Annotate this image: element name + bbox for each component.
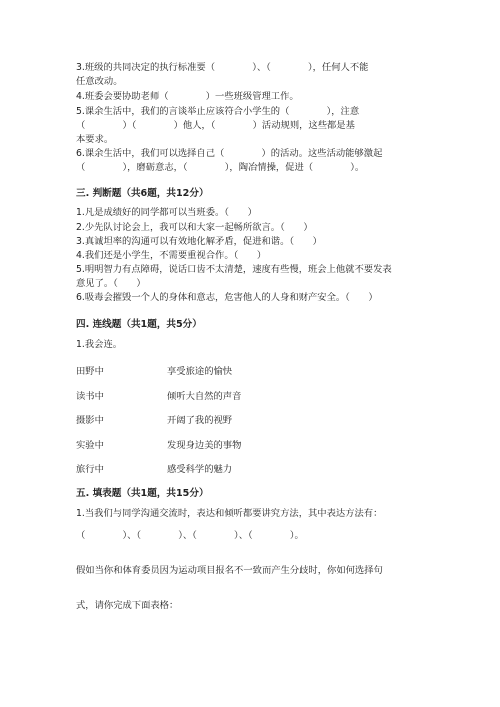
judgement-item: 5.明明智力有点障碍，说话口齿不太清楚，速度有些慢，班会上他就不要发表 — [76, 264, 392, 275]
match-right-item: 发现身边美的事物 — [167, 440, 242, 451]
match-right-item: 开阔了我的视野 — [167, 415, 233, 426]
judgement-item: 2.少先队讨论会上，我可以和大家一起畅所欲言。（ ） — [76, 222, 313, 233]
fill-blank-line: （ ）（ ）他人，（ ）活动规则，这些都是基 — [76, 120, 355, 131]
judgement-item: 3.真诚坦率的沟通可以有效地化解矛盾，促进和谐。（ ） — [76, 236, 322, 247]
fill-blank-line: 6.课余生活中，我们可以选择自己（ ）的活动。这些活动能够激起 — [76, 148, 383, 159]
match-left-item: 摄影中 — [76, 415, 104, 426]
fill-blank-line: 5.课余生活中，我们的言谈举止应该符合小学生的（ ），注意 — [76, 106, 360, 117]
fill-blank-line: 任意改动。 — [76, 76, 123, 87]
table-fill-question: 1.当我们与同学沟通交流时，表达和倾听都要讲究方法，其中表达方法有： — [76, 508, 383, 519]
section-title-matching: 四. 连线题（共1题，共5分） — [76, 319, 202, 330]
match-left-item: 实验中 — [76, 440, 104, 451]
fill-blank-line: 本要求。 — [76, 134, 114, 145]
fill-blank-line: 4.班委会要协助老师（ ）一些班级管理工作。 — [76, 91, 299, 102]
matching-question: 1.我会连。 — [76, 339, 123, 350]
judgement-item: 意见了。（ ） — [76, 278, 146, 289]
table-fill-blanks: （ ）、（ ）、（ ）、（ ）。 — [76, 530, 304, 541]
judgement-item: 4.我们还是小学生，不需要重视合作。（ ） — [76, 250, 267, 261]
match-left-item: 田野中 — [76, 366, 104, 377]
judgement-item: 1.凡是成绩好的同学都可以当班委。（ ） — [76, 207, 257, 218]
judgement-item: 6.吸毒会摧毁一个人的身体和意志，危害他人的人身和财产安全。（ ） — [76, 292, 378, 303]
table-fill-question: 假如当你和体育委员因为运动项目报名不一致而产生分歧时，你如何选择句 — [76, 565, 383, 576]
match-right-item: 倾听大自然的声音 — [167, 391, 242, 402]
fill-blank-line: 3.班级的共同决定的执行标准要（ ）、（ ），任何人不能 — [76, 62, 369, 73]
section-title-table-fill: 五. 填表题（共1题，共15分） — [76, 488, 209, 499]
table-fill-question: 式，请你完成下面表格： — [76, 600, 179, 611]
match-left-item: 旅行中 — [76, 464, 104, 475]
section-title-judgement: 三. 判断题（共6题，共12分） — [76, 188, 209, 199]
match-right-item: 感受科学的魅力 — [167, 464, 233, 475]
fill-blank-line: （ ），磨砺意志，（ ），陶冶情操，促进（ ）。 — [76, 162, 365, 173]
match-left-item: 读书中 — [76, 391, 104, 402]
match-right-item: 享受旅途的愉快 — [167, 366, 233, 377]
